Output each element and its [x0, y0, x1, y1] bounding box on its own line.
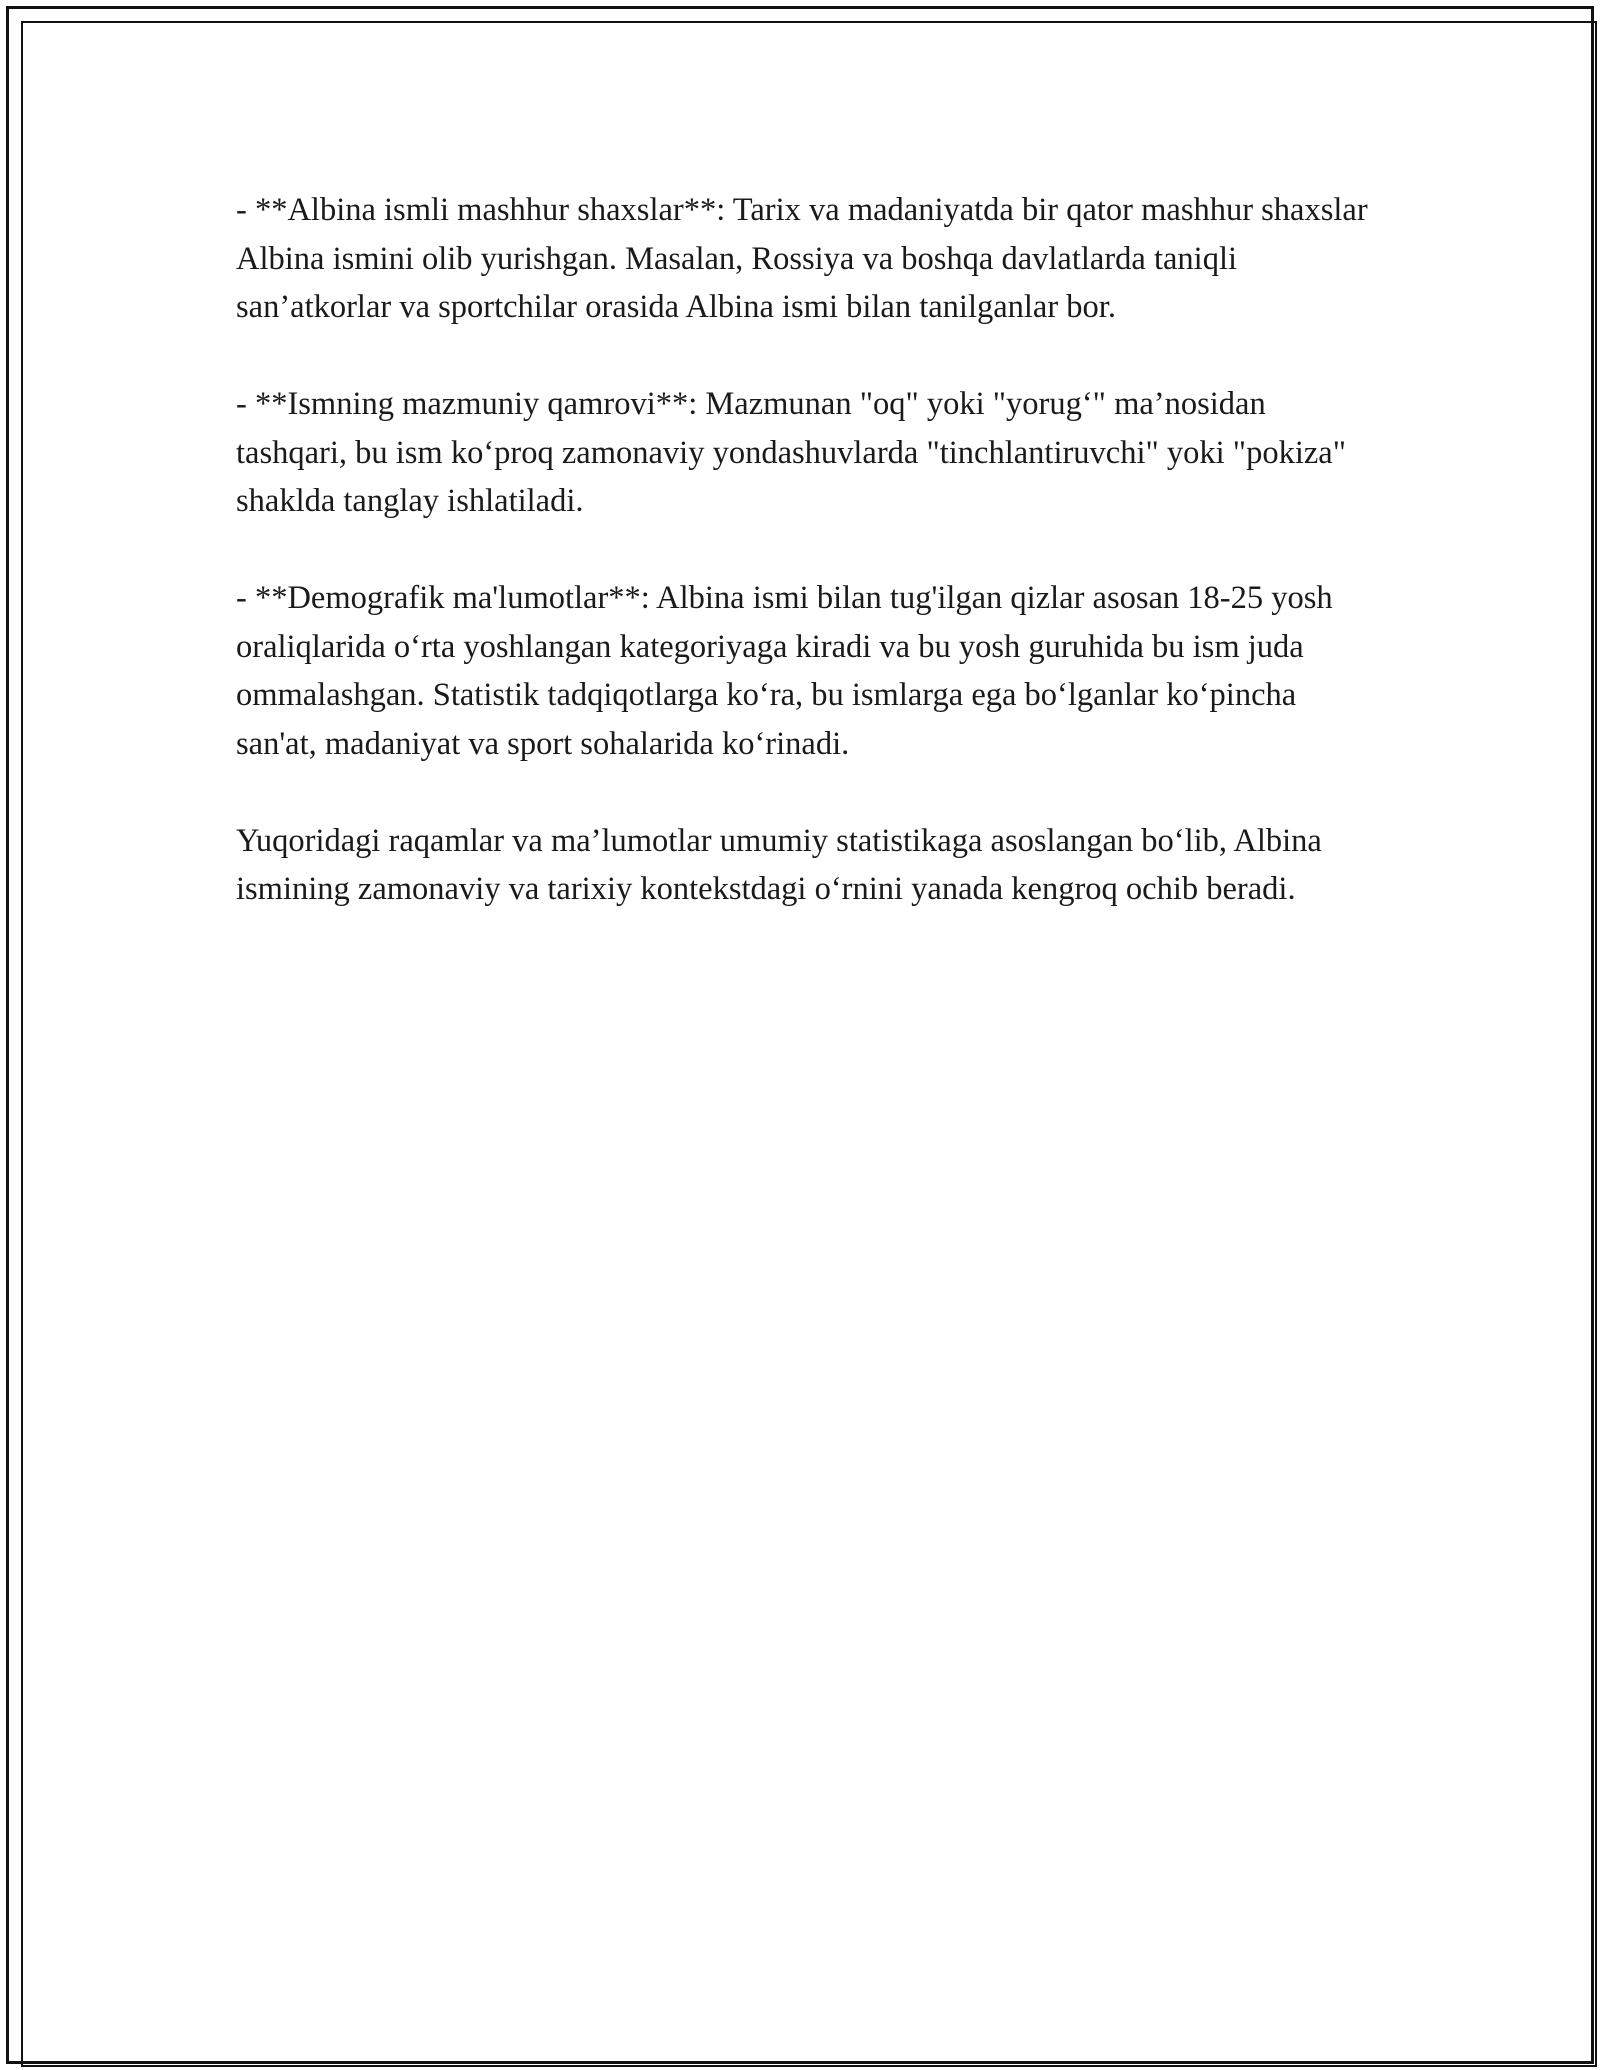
paragraph-name-meaning: - **Ismning mazmuniy qamrovi**: Mazmunan "oq" yoki "yorug‘" ma’nosidan tashqari, bu ism ko‘proq zamonaviy yondashuvlarda "tinchlantiruvchi" yoki "pokiza" shaklda tanglay ishlatiladi.: [236, 386, 1346, 519]
paragraph-famous-people: - **Albina ismli mashhur shaxslar**: Tarix va madaniyatda bir qator mashhur shaxslar Albina ismini olib yurishgan. Masalan, Rossiya va boshqa davlatlarda taniqli san’atkorlar va sportchilar orasida Albina ismi bilan tanilganlar bor.: [236, 192, 1368, 325]
paragraph-demographics: - **Demografik ma'lumotlar**: Albina ismi bilan tug'ilgan qizlar asosan 18-25 yosh oraliqlarida o‘rta yoshlangan kategoriyaga kiradi va bu yosh guruhida bu ism juda ommalashgan. Statistik tadqiqotlarga ko‘ra, bu ismlarga ega bo‘lganlar ko‘pincha san'at, madaniyat va sport sohalarida ko‘rinadi.: [236, 580, 1333, 762]
document-body: [236, 186, 1372, 962]
paragraph-conclusion: Yuqoridagi raqamlar va ma’lumotlar umumiy statistikaga asoslangan bo‘lib, Albina ismining zamonaviy va tarixiy kontekstdagi o‘rnini yanada kengroq ochib beradi.: [236, 822, 1322, 907]
